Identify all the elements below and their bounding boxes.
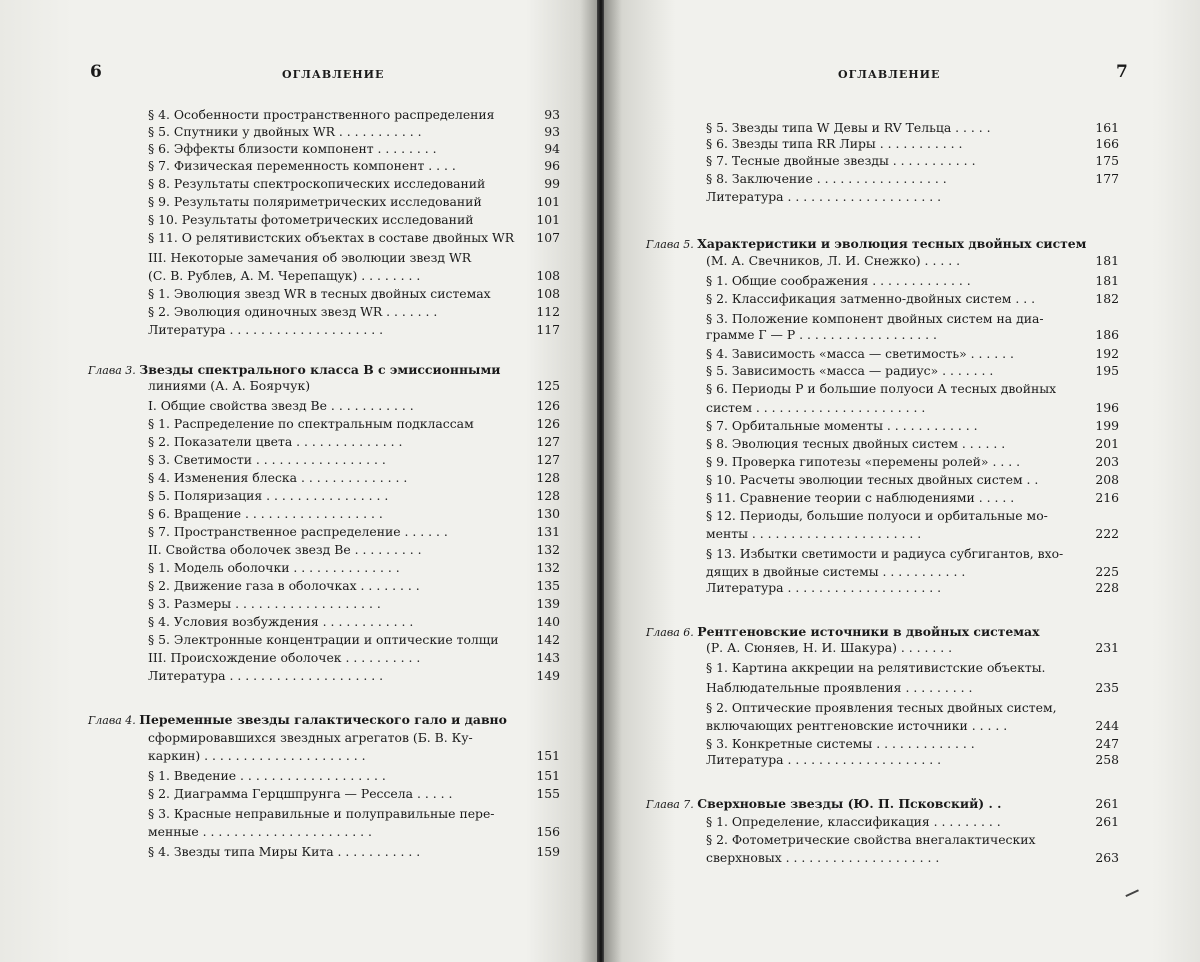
toc-page-number: 96 xyxy=(544,158,560,173)
toc-page-number: 261 xyxy=(1095,796,1119,811)
toc-entry: (Р. А. Сюняев, Н. И. Шакура) . . . . . . . xyxy=(706,640,953,655)
toc-page-number: 125 xyxy=(536,378,560,393)
toc-page-number: 149 xyxy=(536,668,560,683)
toc-entry: § 1. Общие соображения . . . . . . . . . . . . . xyxy=(706,273,971,288)
toc-page-number: 126 xyxy=(536,398,560,413)
toc-page-number: 196 xyxy=(1095,400,1119,415)
toc-entry: § 1. Модель оболочки . . . . . . . . . . . . . . xyxy=(148,560,400,575)
chapter-title: Рентгеновские источники в двойных системах xyxy=(697,624,1040,639)
toc-entry: § 5. Поляризация . . . . . . . . . . . . . . . . xyxy=(148,488,389,503)
toc-entry: § 5. Звезды типа W Девы и RV Тельца . . . . . xyxy=(706,120,991,135)
toc-page-number: 203 xyxy=(1095,454,1119,469)
toc-page-number: 126 xyxy=(536,416,560,431)
toc-entry: менные . . . . . . . . . . . . . . . . . . . . . . xyxy=(148,824,372,839)
toc-page-number: 151 xyxy=(536,768,560,783)
toc-entry xyxy=(88,712,507,729)
toc-page-number: 130 xyxy=(536,506,560,521)
toc-page-number: 139 xyxy=(536,596,560,611)
toc-page-number: 108 xyxy=(536,286,560,301)
toc-page-number: 216 xyxy=(1095,490,1119,505)
toc-entry: § 3. Красные неправильные и полуправильные пере- xyxy=(148,806,495,821)
toc-page-number: 101 xyxy=(536,194,560,209)
toc-entry: § 1. Определение, классификация . . . . . . . . . xyxy=(706,814,1001,829)
page-number: 6 xyxy=(90,62,102,82)
toc-entry: II. Свойства оболочек звезд Be . . . . . . . . . xyxy=(148,542,422,557)
toc-entry: § 8. Результаты спектроскопических исследований xyxy=(148,176,486,191)
toc-page-number: 186 xyxy=(1095,327,1119,342)
toc-entry xyxy=(88,362,500,379)
toc-entry: систем . . . . . . . . . . . . . . . . . . . . . . xyxy=(706,400,926,415)
toc-entry: § 5. Электронные концентрации и оптические толщи xyxy=(148,632,499,647)
toc-entry: § 2. Фотометрические свойства внегалактических xyxy=(706,832,1036,847)
toc-entry: § 7. Тесные двойные звезды . . . . . . . . . . . xyxy=(706,153,976,168)
toc-page-number: 132 xyxy=(536,560,560,575)
toc-page-number: 244 xyxy=(1095,718,1119,733)
toc-entry: § 4. Звезды типа Миры Кита . . . . . . . . . . . xyxy=(148,844,421,859)
toc-page-number: 222 xyxy=(1095,526,1119,541)
toc-entry: § 2. Диаграмма Герцшпрунга — Рессела . . . . . xyxy=(148,786,453,801)
toc-page-number: 132 xyxy=(536,542,560,557)
toc-entry: § 6. Вращение . . . . . . . . . . . . . . . . . . xyxy=(148,506,383,521)
toc-page-number: 258 xyxy=(1095,752,1119,767)
toc-entry: включающих рентгеновские источники . . . . . xyxy=(706,718,1008,733)
toc-page-number: 101 xyxy=(536,212,560,227)
page-number: 7 xyxy=(1116,62,1128,82)
right-page xyxy=(604,0,1200,962)
toc-entry: грамме Г — Р . . . . . . . . . . . . . . . . . . xyxy=(706,327,937,342)
toc-page-number: 128 xyxy=(536,488,560,503)
toc-entry xyxy=(646,236,1086,253)
toc-entry: § 2. Движение газа в оболочках . . . . . . . . xyxy=(148,578,420,593)
toc-page-number: 117 xyxy=(536,322,560,337)
chapter-title: Характеристики и эволюция тесных двойных систем xyxy=(697,236,1087,251)
chapter-title: Переменные звезды галактического гало и давно xyxy=(139,712,507,727)
toc-page-number: 143 xyxy=(536,650,560,665)
toc-entry: § 11. О релятивистских объектах в составе двойных WR xyxy=(148,230,515,245)
toc-page-number: 199 xyxy=(1095,418,1119,433)
toc-entry: Наблюдательные проявления . . . . . . . . . xyxy=(706,680,973,695)
toc-entry: § 8. Заключение . . . . . . . . . . . . . . . . . xyxy=(706,171,947,186)
toc-entry: каркин) . . . . . . . . . . . . . . . . . . . . . xyxy=(148,748,366,763)
toc-page-number: 261 xyxy=(1095,814,1119,829)
toc-page-number: 142 xyxy=(536,632,560,647)
toc-entry: § 11. Сравнение теории с наблюдениями . . . . . xyxy=(706,490,1015,505)
toc-entry: Литература . . . . . . . . . . . . . . . . . . . . xyxy=(706,580,942,595)
toc-entry: (С. В. Рублев, А. М. Черепащук) . . . . . . . . xyxy=(148,268,421,283)
chapter-title: Звезды спектрального класса B с эмиссионными xyxy=(139,362,501,377)
toc-entry: Литература . . . . . . . . . . . . . . . . . . . . xyxy=(706,752,942,767)
toc-entry: линиями (А. А. Боярчук) xyxy=(148,378,311,393)
toc-page-number: 201 xyxy=(1095,436,1119,451)
toc-page-number: 151 xyxy=(536,748,560,763)
toc-page-number: 235 xyxy=(1095,680,1119,695)
toc-page-number: 231 xyxy=(1095,640,1119,655)
toc-page-number: 93 xyxy=(544,124,560,139)
toc-page-number: 263 xyxy=(1095,850,1119,865)
running-head: ОГЛАВЛЕНИЕ xyxy=(838,68,941,81)
toc-entry: § 2. Классификация затменно-двойных систем . . . xyxy=(706,291,1036,306)
toc-entry: § 9. Результаты поляриметрических исследований xyxy=(148,194,482,209)
toc-page-number: 128 xyxy=(536,470,560,485)
toc-entry: § 6. Эффекты близости компонент . . . . . . . . xyxy=(148,141,437,156)
toc-page-number: 208 xyxy=(1095,472,1119,487)
left-page xyxy=(0,0,598,962)
toc-page-number: 228 xyxy=(1095,580,1119,595)
toc-entry: сверхновых . . . . . . . . . . . . . . . . . . . . xyxy=(706,850,940,865)
toc-page-number: 177 xyxy=(1095,171,1119,186)
toc-entry: § 10. Результаты фотометрических исследований xyxy=(148,212,474,227)
toc-entry: § 9. Проверка гипотезы «перемены ролей» . . . . xyxy=(706,454,1021,469)
toc-entry: Литература . . . . . . . . . . . . . . . . . . . . xyxy=(706,189,942,204)
toc-entry: § 1. Картина аккреции на релятивистские объекты. xyxy=(706,660,1046,675)
toc-entry: § 1. Эволюция звезд WR в тесных двойных системах xyxy=(148,286,491,301)
toc-page-number: 166 xyxy=(1095,136,1119,151)
toc-entry: § 4. Особенности пространственного распределения xyxy=(148,107,495,122)
toc-page-number: 156 xyxy=(536,824,560,839)
toc-entry: § 8. Эволюция тесных двойных систем . . . . . . xyxy=(706,436,1006,451)
toc-entry: Литература . . . . . . . . . . . . . . . . . . . . xyxy=(148,322,384,337)
toc-page-number: 195 xyxy=(1095,363,1119,378)
toc-entry: (М. А. Свечников, Л. И. Снежко) . . . . . xyxy=(706,253,961,268)
toc-entry: § 10. Расчеты эволюции тесных двойных систем . . xyxy=(706,472,1039,487)
toc-entry: § 3. Светимости . . . . . . . . . . . . . . . . . xyxy=(148,452,386,467)
toc-page-number: 247 xyxy=(1095,736,1119,751)
toc-page-number: 93 xyxy=(544,107,560,122)
toc-page-number: 181 xyxy=(1095,273,1119,288)
toc-entry: § 4. Условия возбуждения . . . . . . . . . . . . xyxy=(148,614,414,629)
toc-page-number: 225 xyxy=(1095,564,1119,579)
running-head: ОГЛАВЛЕНИЕ xyxy=(282,68,385,81)
toc-page-number: 127 xyxy=(536,452,560,467)
toc-entry: § 2. Эволюция одиночных звезд WR . . . . . . . xyxy=(148,304,438,319)
toc-entry: § 6. Звезды типа RR Лиры . . . . . . . . . . . xyxy=(706,136,963,151)
toc-entry xyxy=(646,796,1001,813)
toc-page-number: 161 xyxy=(1095,120,1119,135)
toc-page-number: 127 xyxy=(536,434,560,449)
toc-entry xyxy=(646,624,1039,641)
toc-page-number: 107 xyxy=(536,230,560,245)
toc-entry: § 12. Периоды, большие полуоси и орбитальные мо- xyxy=(706,508,1048,523)
toc-entry: § 6. Периоды P и большие полуоси A тесных двойных xyxy=(706,381,1057,396)
toc-page-number: 112 xyxy=(536,304,560,319)
toc-page-number: 108 xyxy=(536,268,560,283)
toc-entry: § 2. Оптические проявления тесных двойных систем, xyxy=(706,700,1057,715)
toc-entry: менты . . . . . . . . . . . . . . . . . . . . . . xyxy=(706,526,922,541)
toc-entry: § 1. Введение . . . . . . . . . . . . . . . . . . . xyxy=(148,768,386,783)
toc-page-number: 135 xyxy=(536,578,560,593)
toc-entry: § 2. Показатели цвета . . . . . . . . . . . . . . xyxy=(148,434,403,449)
toc-page-number: 159 xyxy=(536,844,560,859)
toc-page-number: 181 xyxy=(1095,253,1119,268)
toc-entry: III. Происхождение оболочек . . . . . . . . . . xyxy=(148,650,421,665)
chapter-label: Глава 4. xyxy=(88,714,140,727)
toc-entry: III. Некоторые замечания об эволюции звезд WR xyxy=(148,250,472,265)
toc-entry: § 5. Спутники у двойных WR . . . . . . . . . . . xyxy=(148,124,422,139)
toc-entry: § 4. Зависимость «масса — светимость» . . . . . . xyxy=(706,346,1014,361)
toc-entry: Литература . . . . . . . . . . . . . . . . . . . . xyxy=(148,668,384,683)
toc-page-number: 155 xyxy=(536,786,560,801)
toc-page-number: 175 xyxy=(1095,153,1119,168)
toc-entry: § 3. Положение компонент двойных систем на диа- xyxy=(706,311,1044,326)
toc-entry: § 1. Распределение по спектральным подклассам xyxy=(148,416,474,431)
toc-entry: § 3. Конкретные системы . . . . . . . . . . . . . xyxy=(706,736,975,751)
toc-entry: § 3. Размеры . . . . . . . . . . . . . . . . . . . xyxy=(148,596,381,611)
toc-page-number: 94 xyxy=(544,141,560,156)
toc-page-number: 182 xyxy=(1095,291,1119,306)
toc-entry: сформировавшихся звездных агрегатов (Б. В. Ку- xyxy=(148,730,473,745)
toc-entry: I. Общие свойства звезд Be . . . . . . . . . . . xyxy=(148,398,414,413)
chapter-label: Глава 6. xyxy=(646,626,698,639)
chapter-title: Сверхновые звезды (Ю. П. Псковский) . . xyxy=(697,796,1002,811)
toc-page-number: 131 xyxy=(536,524,560,539)
toc-entry: § 5. Зависимость «масса — радиус» . . . . . . . xyxy=(706,363,994,378)
toc-page-number: 192 xyxy=(1095,346,1119,361)
toc-entry: § 4. Изменения блеска . . . . . . . . . . . . . . xyxy=(148,470,408,485)
toc-entry: § 7. Орбитальные моменты . . . . . . . . . . . . xyxy=(706,418,978,433)
toc-page-number: 99 xyxy=(544,176,560,191)
toc-entry: дящих в двойные системы . . . . . . . . . . . xyxy=(706,564,966,579)
toc-entry: § 7. Пространственное распределение . . . . . . xyxy=(148,524,448,539)
chapter-label: Глава 7. xyxy=(646,798,698,811)
toc-entry: § 7. Физическая переменность компонент . . . . xyxy=(148,158,456,173)
chapter-label: Глава 5. xyxy=(646,238,698,251)
toc-entry: § 13. Избытки светимости и радиуса субгигантов, вхо- xyxy=(706,546,1064,561)
toc-page-number: 140 xyxy=(536,614,560,629)
chapter-label: Глава 3. xyxy=(88,364,140,377)
